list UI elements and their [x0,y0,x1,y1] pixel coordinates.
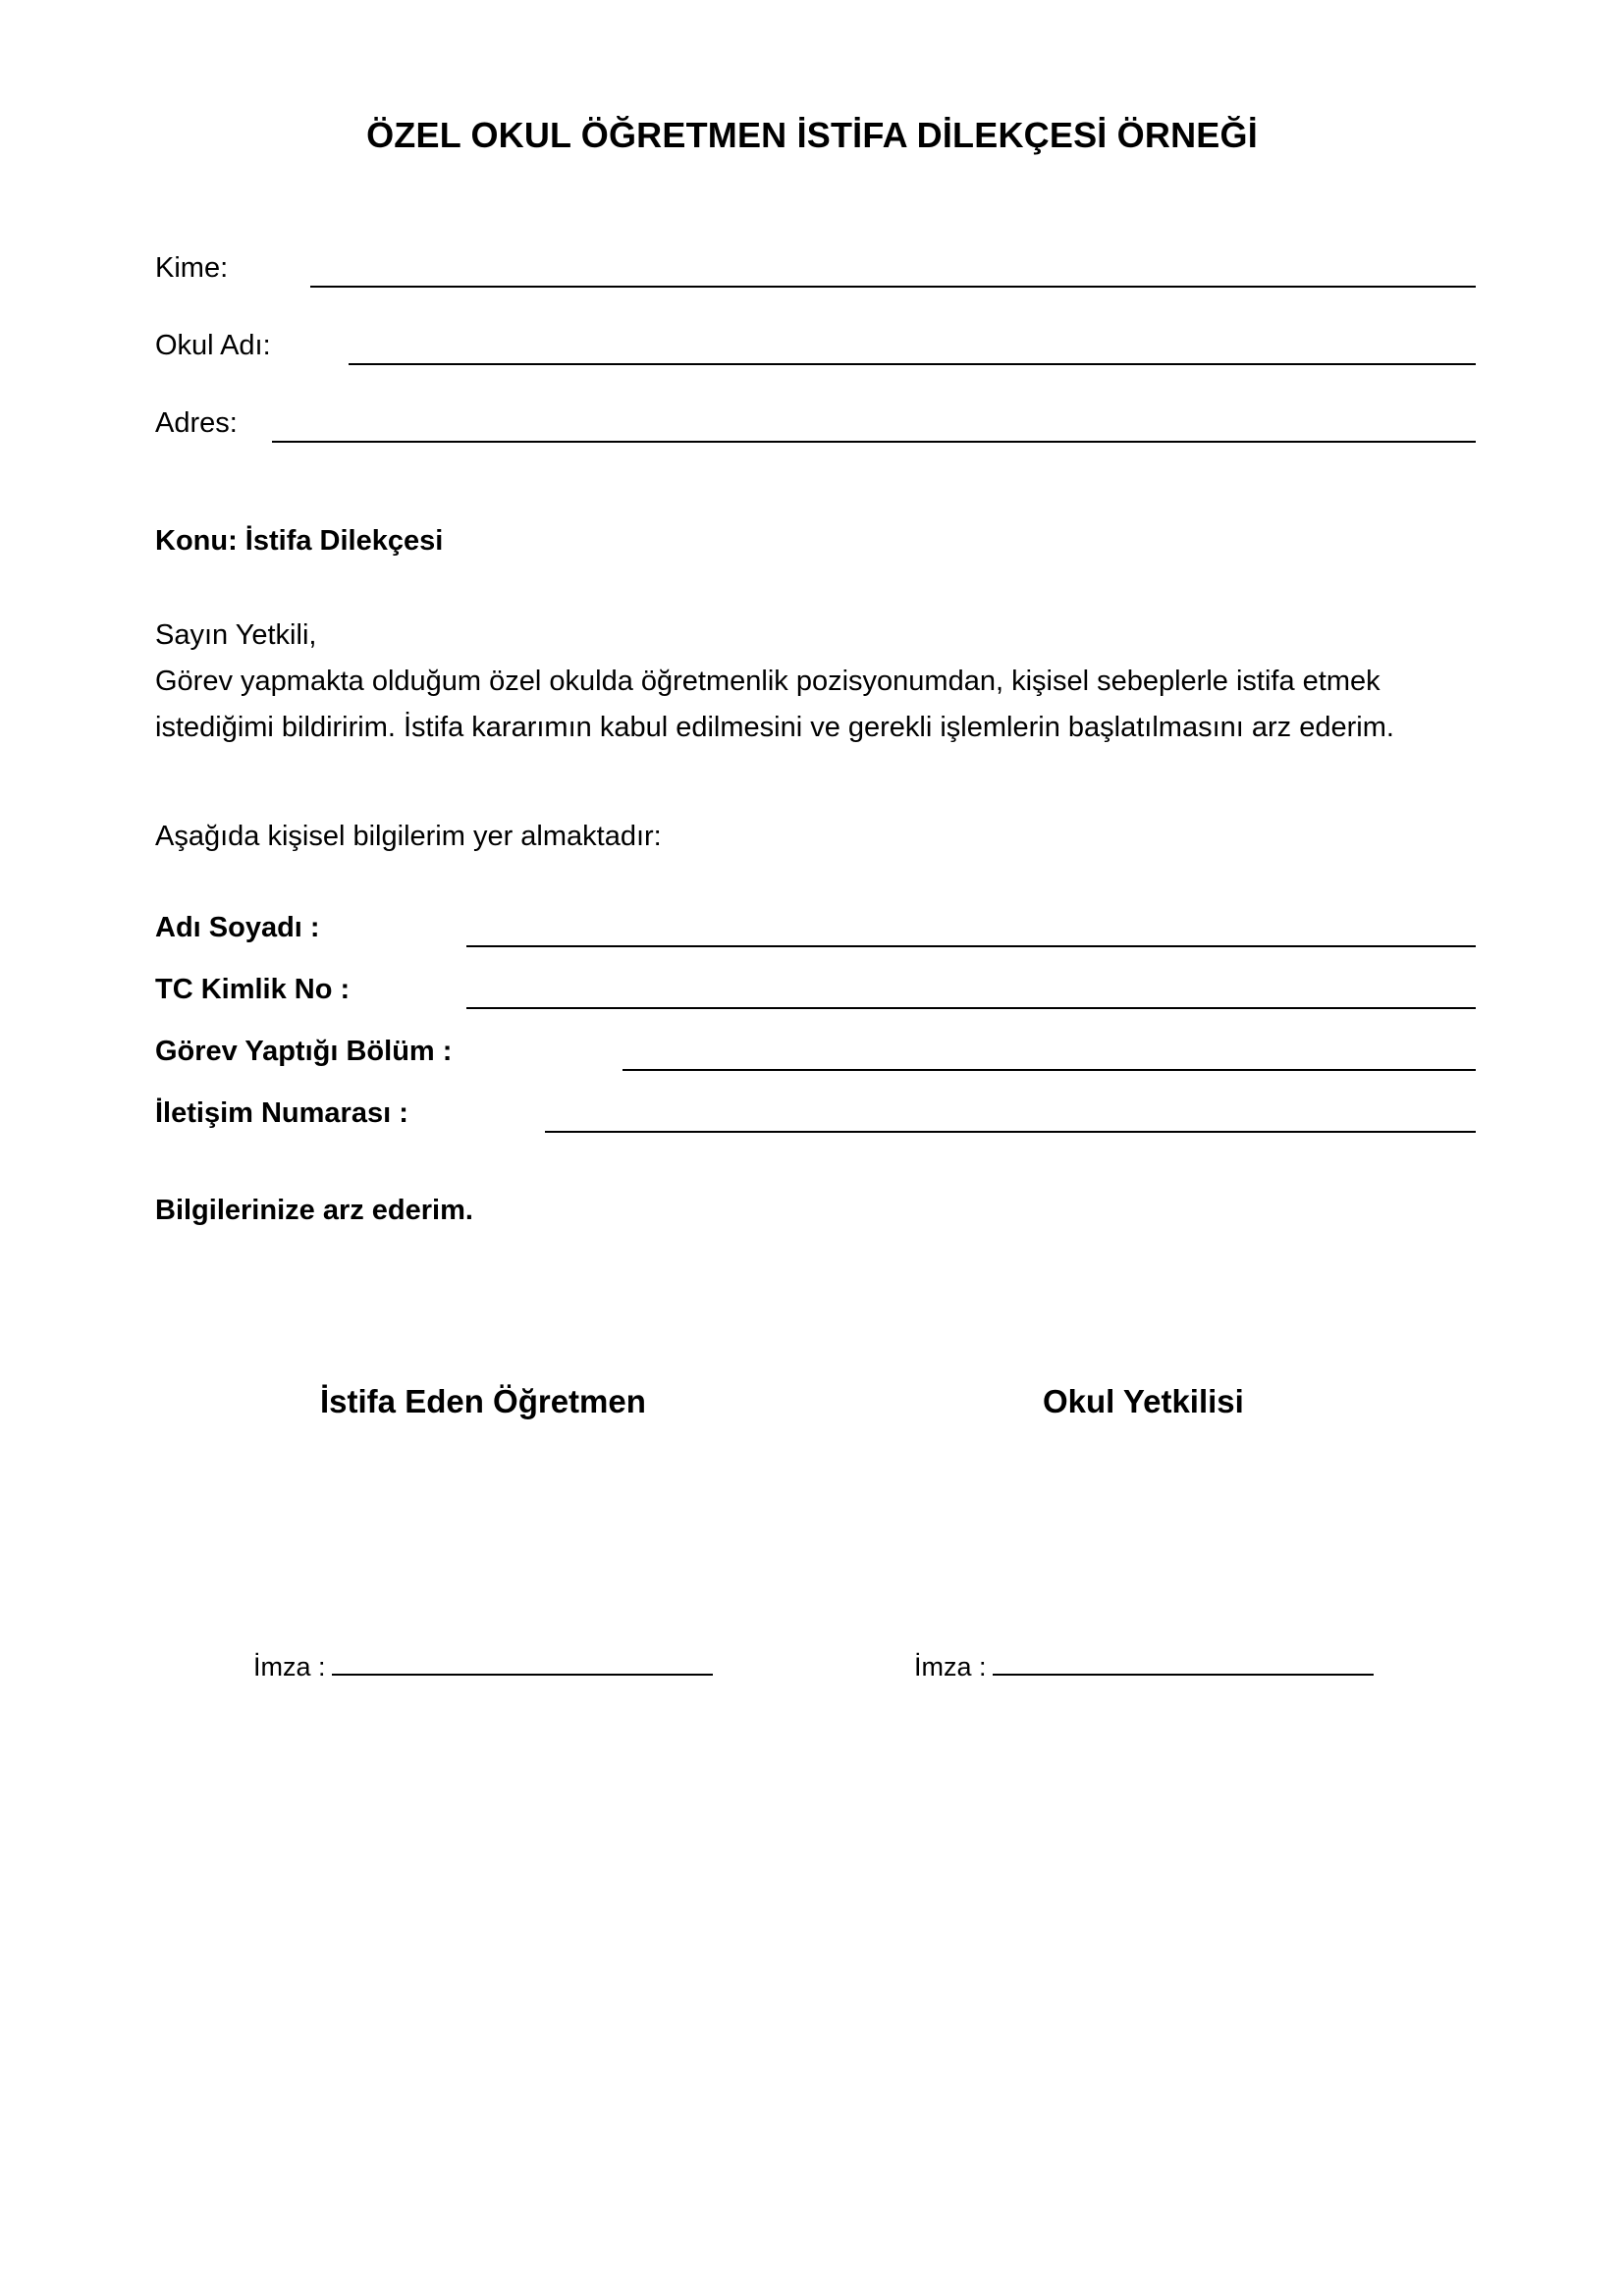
body-line-2: istediğimi bildiririm. İstifa kararımın kabul edilmesini ve gerekli işlemlerin başlatılmasını arz ederim. [155,712,1394,743]
tc-kimlik-label: TC Kimlik No : [155,974,351,1005]
iletisim-field-line[interactable] [545,1131,1476,1133]
official-signature-blank[interactable] [993,1648,1374,1676]
official-imza-label: İmza : [914,1652,987,1682]
page-title: ÖZEL OKUL ÖĞRETMEN İSTİFA DİLEKÇESİ ÖRNEĞİ [366,115,1258,155]
kime-label: Kime: [155,252,229,284]
official-signature-line[interactable] [914,1648,1374,1682]
teacher-imza-label: İmza : [253,1652,326,1682]
letter-body [155,613,1394,751]
okul-adi-field-line[interactable] [349,363,1476,365]
teacher-signature-blank[interactable] [332,1648,713,1676]
salutation: Sayın Yetkili, [155,619,317,651]
tc-kimlik-field-line[interactable] [466,1007,1476,1009]
body-line-1: Görev yapmakta olduğum özel okulda öğretmenlik pozisyonumdan, kişisel sebeplerle istifa etmek [155,666,1380,697]
adres-label: Adres: [155,407,238,439]
teacher-signature-heading: İstifa Eden Öğretmen [320,1383,646,1419]
subject-line: Konu: İstifa Dilekçesi [155,525,444,557]
iletisim-label: İletişim Numarası : [155,1097,408,1129]
official-signature-heading: Okul Yetkilisi [1043,1383,1244,1419]
teacher-signature-line[interactable] [253,1648,713,1682]
gorev-bolum-label: Görev Yaptığı Bölüm : [155,1036,453,1067]
okul-adi-label: Okul Adı: [155,330,271,361]
closing-text: Bilgilerinize arz ederim. [155,1195,473,1226]
gorev-bolum-field-line[interactable] [623,1069,1476,1071]
adres-field-line[interactable] [272,441,1476,443]
kime-field-line[interactable] [310,286,1476,288]
adi-soyadi-field-line[interactable] [466,945,1476,947]
adi-soyadi-label: Adı Soyadı : [155,912,320,943]
info-intro: Aşağıda kişisel bilgilerim yer almaktadır: [155,821,662,852]
